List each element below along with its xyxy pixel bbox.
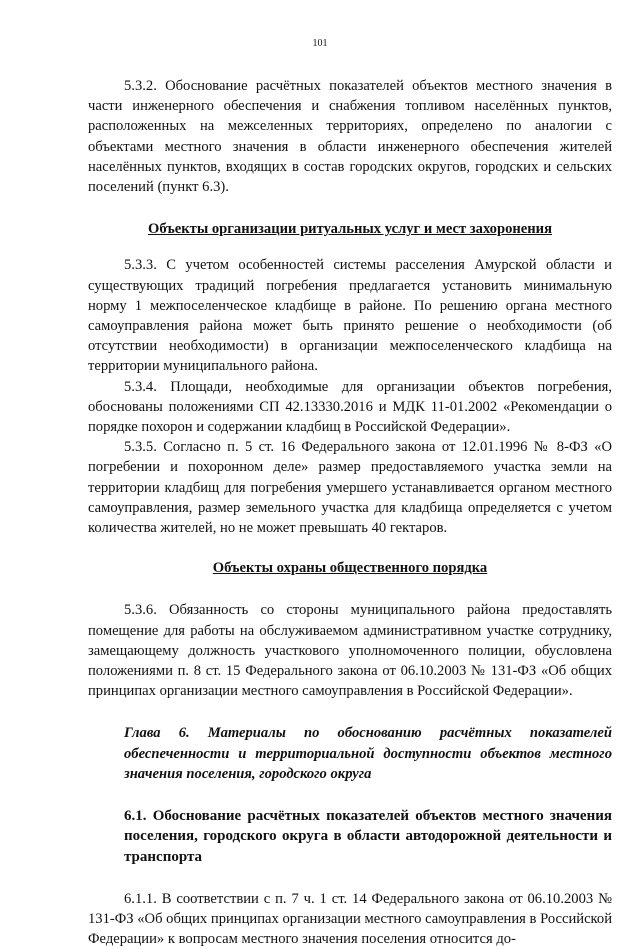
heading-ritual-services: Объекты организации ритуальных услуг и мест захоронения bbox=[147, 221, 552, 238]
chapter-6-title: Глава 6. Материалы по обоснованию расчётных показателей обеспеченности и территориальной доступности объектов местного значения поселения, городского округа bbox=[124, 725, 612, 782]
section-6-1-title: 6.1. Обоснование расчётных показателей объектов местного значения поселения, городского округа в области автодорожной деятельности и транспорта bbox=[124, 808, 612, 865]
paragraph-5-3-3: 5.3.3. С учетом особенностей системы расселения Амурской области и существующих традиций погребения предлагается установить минимальную норму 1 межпоселенческое кладбище в районе. По решению органа местного самоуправления района может быть принято решение о необходимости (об отсутствии необходимости) в организации межпоселенческого кладбища на территории муниципального района. bbox=[88, 257, 612, 375]
heading-public-order: Объекты охраны общественного порядка bbox=[212, 560, 488, 577]
document-body bbox=[88, 76, 612, 949]
page-number: 101 bbox=[312, 38, 328, 49]
paragraph-5-3-2: 5.3.2. Обоснование расчётных показателей объектов местного значения в части инженерного обеспечения и снабжения топливом населённых пунктов, расположенных на межселенных территориях, определено по аналогии с объектами местного значения в области инженерного обеспечения жителей населённых пунктов, входящих в состав городских округов, городских и сельских поселений (пункт 6.3). bbox=[88, 78, 612, 196]
paragraph-5-3-5: 5.3.5. Согласно п. 5 ст. 16 Федерального закона от 12.01.1996 № 8-ФЗ «О погребении и похоронном деле» размер предоставляемого участка земли на территории кладбищ для погребения умершего устанавливается органом местного самоуправления, размер земельного участка для кладбища определяется с учетом количества жителей, но не может превышать 40 гектаров. bbox=[88, 439, 612, 537]
paragraph-5-3-4: 5.3.4. Площади, необходимые для организации объектов погребения, обоснованы положениями СП 42.13330.2016 и МДК 11-01.2002 «Рекомендации о порядке похорон и содержании кладбищ в Российской Федерации». bbox=[88, 378, 612, 436]
paragraph-6-1-1: 6.1.1. В соответствии с п. 7 ч. 1 ст. 14 Федерального закона от 06.10.2003 № 131-ФЗ «Об общих принципах организации местного самоуправления в Российской Федерации» к вопросам местного значения поселения относится до- bbox=[88, 890, 612, 948]
paragraph-5-3-6: 5.3.6. Обязанность со стороны муниципального района предоставлять помещение для работы на обслуживаемом административном участке сотруднику, замещающему должность участкового уполномоченного полиции, обусловлена положениями п. 8 ст. 15 Федерального закона от 06.10.2003 № 131-ФЗ «Об общих принципах организации местного самоуправления в Российской Федерации». bbox=[88, 602, 612, 700]
